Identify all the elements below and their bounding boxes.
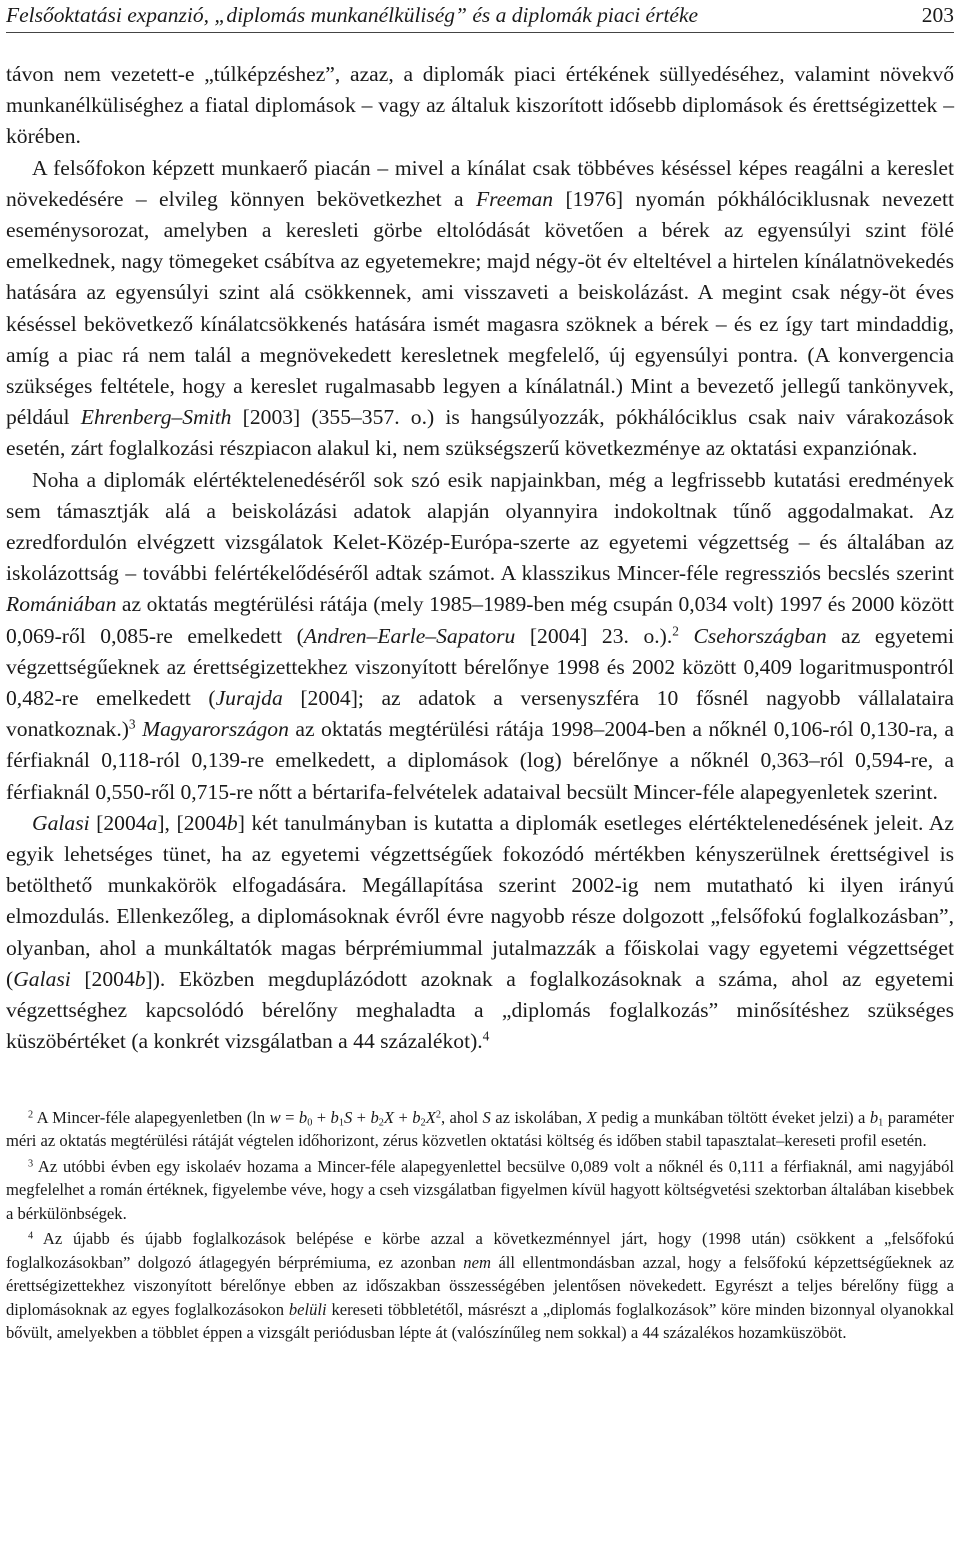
text-run: + — [352, 1107, 371, 1127]
footnote — [6, 1227, 954, 1345]
footnote — [6, 1155, 954, 1226]
running-header — [6, 2, 954, 33]
superscript: 2 — [435, 1108, 441, 1120]
text-run: távon nem vezetett-e „túlképzéshez”, azaz, a diplomák piaci értékének süllyedéséhez, valamint növekvő munkanélküliséghez a fiatal diplomások – vagy az általuk kiszorított idősebb diplomások és érettségizettek – körében. — [6, 62, 954, 149]
page — [6, 0, 954, 1347]
italic-run: a — [146, 810, 158, 835]
text-run: pedig a munkában töltött éveket jelzi) a — [596, 1107, 870, 1127]
italic-run: b — [134, 966, 146, 991]
text-run: ] két tanulmányban is kutatta a diplomák esetleges elértéktelenedésének jeleit. Az egyik lehetséges tünet, ha az egyetemi végzettségűek fokozódó mértékben kényszerülnek érettségivel is betölthető munkakörök elfogadására. Megállapítása szerint 2002-ig nem mutatható ki ilyen irányú elmozdulás. Ellenkezőleg, a diplomásoknak évről évre nagyobb része dolgozott „felsőfokú foglalkozásban”, olyanban, ahol a munkáltatók magas bérprémiummal jutalmazzák a főiskolai vagy egyetemi végzettséget ( — [6, 810, 955, 991]
italic-run: S — [482, 1107, 491, 1127]
italic-run: Andren–Earle–Sapatoru — [303, 623, 516, 648]
subscript: 0 — [307, 1117, 313, 1129]
text-run: Az újabb és újabb foglalkozások belépése e körbe azzal a következménnyel járt, hogy (1998 után) csökkent a „felsőfokú foglalkozásokban” dolgozó átlagegyén bérprémiuma, ez azonban — [6, 1229, 954, 1272]
italic-run: X — [383, 1107, 395, 1127]
text-run: ], [2004 — [157, 810, 227, 835]
paragraph — [6, 808, 954, 1058]
superscript: 4 — [482, 1028, 490, 1044]
italic-run: b — [412, 1107, 421, 1127]
superscript: 4 — [28, 1230, 34, 1242]
text-run: + — [394, 1107, 413, 1127]
text-run: A Mincer-féle alapegyenletben (ln — [33, 1107, 270, 1127]
text-run: [2004 — [89, 810, 147, 835]
text-run: [2004 — [70, 966, 135, 991]
italic-run: Freeman — [475, 186, 554, 211]
footnote — [6, 1106, 954, 1153]
superscript: 3 — [28, 1157, 34, 1169]
italic-run: Csehországban — [693, 623, 827, 648]
text-run: A felsőfokon képzett munkaerő piacán – mivel a kínálat csak többéves késéssel képes reagálni a kereslet növekedésére – elvileg könnyen bekövetkezhet a — [6, 155, 954, 211]
text-run: , ahol — [440, 1107, 483, 1127]
text-run: [2004]; az adatok a versenyszféra 10 fősnél nagyobb vállalataira vonatkoznak.) — [6, 686, 955, 742]
text-run: áll ellentmondásban azzal, hogy a felsőfokú képzettségűeknek az érettségizettekhez viszonyított bérelőnye ebben az időszakban összességében jelentősen növekedett. Egyrészt a teljes bérelőny függ a diplomásoknak az egyes foglalkozásokon — [6, 1252, 954, 1319]
superscript: 2 — [28, 1108, 34, 1120]
italic-run: b — [226, 810, 238, 835]
text-run: az egyetemi végzettségűeknek az érettségizettekhez viszonyított bérelőnye 1998 és 2002 között 0,409 logaritmuspontról 0,482-re emelkedett ( — [6, 623, 954, 711]
italic-run: b — [298, 1107, 308, 1127]
footnotes — [6, 1106, 954, 1345]
italic-run: nem — [463, 1252, 491, 1272]
paragraph — [6, 59, 954, 153]
superscript: 2 — [672, 623, 679, 639]
subscript: 2 — [378, 1117, 384, 1129]
text-run: kereseti többletétől, másrészt a „diplomás foglalkozások” köre minden bizonnyal olyanokkal bővült, amelyekben a többlet éppen a vizsgált periódusban lépte át (valószínűleg nem sokkal) a 44 százalékos hozamküszöböt. — [6, 1299, 954, 1342]
paragraph — [6, 153, 954, 465]
italic-run: belüli — [288, 1299, 327, 1319]
paragraph — [6, 465, 954, 808]
subscript: 2 — [420, 1117, 426, 1129]
text-run: ]). Eközben megduplázódott azoknak a foglalkozásoknak a száma, ahol az egyetemi végzettséghez kapcsolódó bérelőny meghaladta a „diplomás foglalkozás” minősítéshez szükséges küszöbértéket (a konkrét vizsgálatban a 44 százalékot). — [6, 966, 954, 1054]
page-number: 203 — [921, 3, 954, 27]
text-run: az oktatás megtérülési rátája 1998–2004-ben a nőknél 0,106-ról 0,130-ra, a férfiaknál 0,118-ról 0,139-re emelkedett, a diplomások (log) bérelőnye a nőknél 0,363–ról 0,594-re, a férfiaknál 0,550-ről 0,715-re nőtt a bértarifa-felvételek adataival becsült Mincer-féle alapegyenletek szerint. — [6, 717, 954, 804]
italic-run: b — [370, 1107, 379, 1127]
italic-run: w — [269, 1107, 281, 1127]
italic-run: b — [330, 1107, 339, 1127]
text-run: [2003] (355–357. o.) is hangsúlyozzák, pókhálóciklus csak naiv várakozások esetén, zárt foglalkozási részpiacon alakul ki, nem szükségszerű következménye az oktatási expanziónak. — [6, 405, 954, 461]
main-text — [6, 59, 954, 1058]
text-run: paraméter méri az oktatás megtérülési rátáját végtelen időhorizont, zérus közvetlen oktatási költség és időben stabil tapasztalat–kereseti profil esetén. — [6, 1107, 955, 1150]
text-run: az iskolában, — [490, 1107, 587, 1127]
italic-run: Ehrenberg–Smith — [80, 405, 232, 430]
text-run: Noha a diplomák elértéktelenedéséről sok szó esik napjainkban, még a legfrissebb kutatási eredmények sem támasztják alá a beiskolázási adatok alapján olyannyira indokoltnak tűnő aggodalmakat. Az ezredfordulón elvégzett vizsgálatok Kelet-Közép-Európa-szerte az egyetemi végzettség – és általában az iskolázottság – további felértékelődéséről adtak számot. A klasszikus Mincer-féle regressziós becslés szerint — [6, 467, 954, 586]
italic-run: S — [343, 1107, 353, 1127]
text-run: [2004] 23. o.). — [515, 623, 673, 648]
text-run: + — [312, 1107, 331, 1127]
italic-run: Romániában — [6, 592, 117, 617]
superscript: 3 — [128, 716, 136, 732]
italic-run: X — [586, 1107, 597, 1127]
text-run: = — [280, 1107, 299, 1127]
subscript: 1 — [878, 1117, 884, 1129]
italic-run: X — [425, 1107, 436, 1127]
text-run: Az utóbbi évben egy iskolaév hozama a Mincer-féle alapegyenlettel becsülve 0,089 volt a nőknél és 0,111 a férfiaknál, ami nagyjából megfelelhet a román értéknek, figyelembe véve, hogy a cseh vizsgálatban figyelmen kívül hagyott költségvetési szektorban általában kisebbek a bérkülönbségek. — [6, 1156, 954, 1223]
running-title: Felsőoktatási expanzió, „diplomás munkanélküliség” és a diplomák piaci értéke — [6, 3, 699, 27]
italic-run: Galasi — [13, 966, 71, 991]
italic-run: Galasi — [32, 810, 90, 835]
text-run: az oktatás megtérülési rátája (mely 1985–1989-ben még csupán 0,034 volt) 1997 és 2000 között 0,069-ről 0,085-re emelkedett ( — [6, 592, 954, 648]
italic-run: Jurajda — [215, 686, 283, 711]
text-run: [1976] nyomán pókhálóciklusnak nevezett eseménysorozat, amelyben a keresleti görbe eltolódását követően a bérek az egyensúlyi szint fölé emelkednek, nagy tömegeket csábítva az egyetemekre; majd négy-öt év elteltével a hirtelen kínálatnövekedés hatására az egyensúlyi szint alá csökkennek, ami visszaveti a beiskolázást. A megint csak négy-öt éves késéssel bekövetkező kínálatcsökkenés hatására ismét magasra szöknek a bérek – és ez így tart mindaddig, amíg a piac rá nem talál a megnövekedett keresletnek megfelelő, új egyensúlyi pontra. (A konvergencia szükséges feltétele, hogy a kereslet rugalmasabb legyen a kínálatnál.) Mint a bevezető jellegű tankönyvek, például — [6, 186, 954, 430]
italic-run: b — [869, 1107, 879, 1127]
subscript: 1 — [338, 1117, 344, 1129]
italic-run: Magyarországon — [142, 717, 289, 742]
text-run — [679, 624, 694, 648]
